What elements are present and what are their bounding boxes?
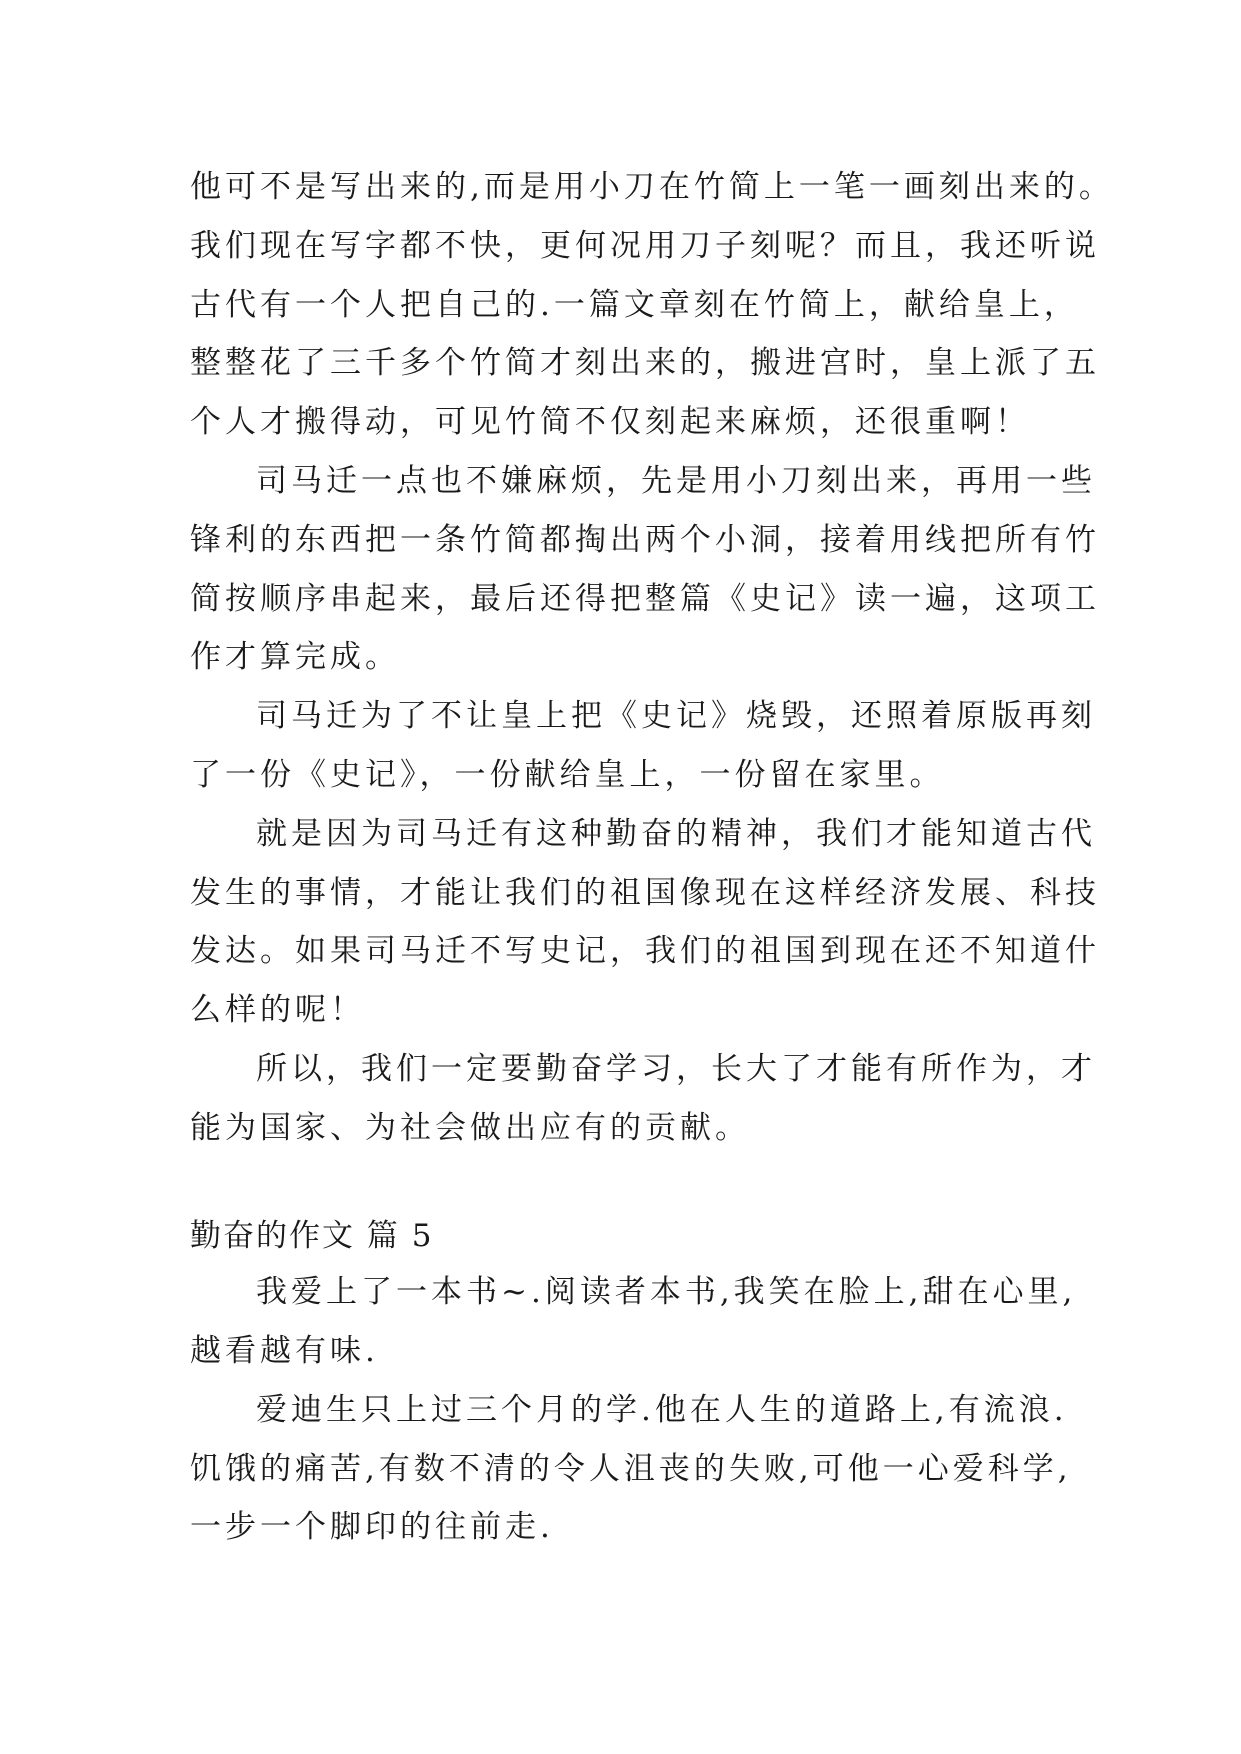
text-line: 古代有一个人把自己的.一篇文章刻在竹简上，献给皇上， [190,287,1079,323]
text-line: 锋利的东西把一条竹简都掏出两个小洞，接着用线把所有竹 [190,522,1100,558]
text-line: 个人才搬得动，可见竹简不仅刻起来麻烦，还很重啊！ [190,404,1030,440]
paragraph-start: 我爱上了一本书~.阅读者本书,我笑在脸上,甜在心里, [256,1274,1077,1310]
paragraph-start: 司马迁为了不让皇上把《史记》烧毁，还照着原版再刻 [256,698,1096,734]
paragraph-start: 就是因为司马迁有这种勤奋的精神，我们才能知道古代 [256,816,1096,852]
text-line: 了一份《史记》，一份献给皇上，一份留在家里。 [190,757,945,793]
section-heading: 勤奋的作文 篇 5 [190,1218,434,1254]
text-line: 作才算完成。 [190,639,400,675]
text-line: 么样的呢！ [190,992,365,1028]
text-line: 他可不是写出来的,而是用小刀在竹简上一笔一画刻出来的。 [190,169,1114,205]
text-line: 发达。如果司马迁不写史记，我们的祖国到现在还不知道什 [190,933,1100,969]
text-line: 越看越有味. [190,1333,379,1369]
text-line: 一步一个脚印的往前走. [190,1509,554,1545]
text-line: 能为国家、为社会做出应有的贡献。 [190,1110,750,1146]
paragraph-start: 所以，我们一定要勤奋学习，长大了才能有所作为，才 [256,1051,1096,1087]
paragraph-start: 爱迪生只上过三个月的学.他在人生的道路上,有流浪. [256,1392,1068,1428]
paragraph-start: 司马迁一点也不嫌麻烦，先是用小刀刻出来，再用一些 [256,463,1096,499]
text-line: 整整花了三千多个竹简才刻出来的，搬进宫时，皇上派了五 [190,345,1100,381]
text-line: 发生的事情，才能让我们的祖国像现在这样经济发展、科技 [190,875,1100,911]
text-line: 饥饿的痛苦,有数不清的令人沮丧的失败,可他一心爱科学, [190,1451,1072,1487]
text-line: 简按顺序串起来，最后还得把整篇《史记》读一遍，这项工 [190,581,1100,617]
text-line: 我们现在写字都不快，更何况用刀子刻呢？而且，我还听说 [190,228,1100,264]
